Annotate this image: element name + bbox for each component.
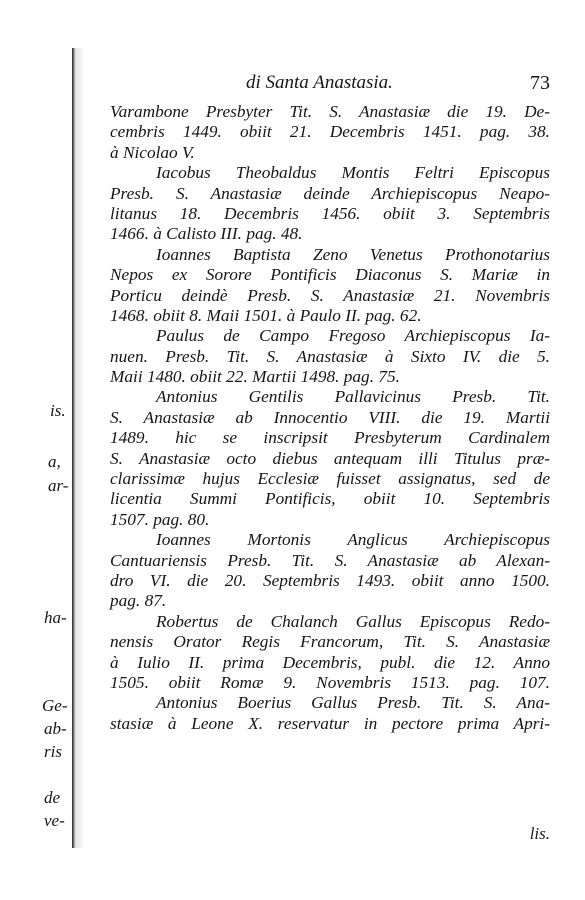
left-page-fragment: a,: [48, 452, 61, 471]
text-line: clarissimæ hujus Ecclesiæ fuisset assignatus, sed de: [110, 469, 550, 489]
text-line: litanus 18. Decembris 1456. obiit 3. Septembris: [110, 203, 550, 223]
text-line: à Iulio II. prima Decembris, publ. die 12. Anno: [110, 652, 550, 672]
page-number: 73: [530, 72, 550, 94]
left-page-fragment: de: [44, 788, 61, 807]
text-line: nuen. Presb. Tit. S. Anastasiæ à Sixto IV. die 5.: [110, 346, 550, 366]
left-page-fragment: Ge-: [42, 696, 68, 715]
text-line: Paulus de Campo Fregoso Archiepiscopus Ia-: [156, 326, 550, 346]
text-line: cembris 1449. obiit 21. Decembris 1451. pag. 38.: [110, 122, 550, 142]
catchword: lis.: [529, 824, 550, 843]
left-page-fragment: ha-: [44, 608, 67, 627]
right-page: [110, 72, 550, 843]
text-line: 1489. hic se inscripsit Presbyterum Cardinalem: [110, 428, 550, 448]
gutter-shadow: [75, 48, 85, 848]
text-line: Nepos ex Sorore Pontificis Diaconus S. Mariæ in: [110, 265, 550, 285]
text-line: S. Anastasiæ ab Innocentio VIII. die 19. Martii: [110, 407, 550, 427]
text-line: licentia Summi Pontificis, obiit 10. Septembris: [110, 489, 550, 509]
text-line: nensis Orator Regis Francorum, Tit. S. Anastasiæ: [110, 632, 550, 652]
text-line: Robertus de Chalanch Gallus Episcopus Redo-: [156, 611, 550, 631]
running-title: di Santa Anastasia.: [246, 72, 393, 93]
left-page-fragment: ab-: [44, 719, 67, 738]
text-line: Iacobus Theobaldus Montis Feltri Episcopus: [156, 163, 550, 183]
text-line: 1507. pag. 80.: [110, 509, 210, 529]
text-line: pag. 87.: [110, 591, 167, 611]
text-line: Ioannes Mortonis Anglicus Archiepiscopus: [156, 530, 550, 550]
text-line: stasiæ à Leone X. reservatur in pectore prima Apri-: [110, 713, 550, 733]
text-line: S. Anastasiæ octo diebus antequam illi Titulus præ-: [110, 448, 550, 468]
left-page-fragment: ris: [44, 742, 62, 761]
left-page-fragment: ve-: [44, 811, 65, 830]
body-text: [110, 102, 550, 734]
text-line: Antonius Gentilis Pallavicinus Presb. Tit.: [156, 387, 550, 407]
left-page-fragment: is.: [50, 401, 66, 420]
text-line: Maii 1480. obiit 22. Martii 1498. pag. 75.: [110, 367, 400, 387]
text-line: Presb. S. Anastasiæ deinde Archiepiscopus Neapo-: [110, 183, 550, 203]
text-line: 1466. à Calisto III. pag. 48.: [110, 224, 303, 244]
text-line: Cantuariensis Presb. Tit. S. Anastasiæ ab Alexan-: [110, 550, 550, 570]
text-line: Ioannes Baptista Zeno Venetus Prothonotarius: [156, 244, 550, 264]
text-line: 1505. obiit Romæ 9. Novembris 1513. pag. 107.: [110, 672, 550, 692]
text-line: Antonius Boerius Gallus Presb. Tit. S. Ana-: [156, 693, 550, 713]
running-header: [110, 72, 550, 102]
text-line: 1468. obiit 8. Maii 1501. à Paulo II. pag. 62.: [110, 305, 422, 325]
text-line: dro VI. die 20. Septembris 1493. obiit anno 1500.: [110, 570, 550, 590]
text-line: Varambone Presbyter Tit. S. Anastasiæ die 19. De-: [110, 102, 550, 121]
left-page-fragment: ar-: [48, 476, 69, 495]
text-line: à Nicolao V.: [110, 142, 195, 162]
left-page-margin: [0, 0, 70, 900]
text-line: Porticu deindè Presb. S. Anastasiæ 21. Novembris: [110, 285, 550, 305]
